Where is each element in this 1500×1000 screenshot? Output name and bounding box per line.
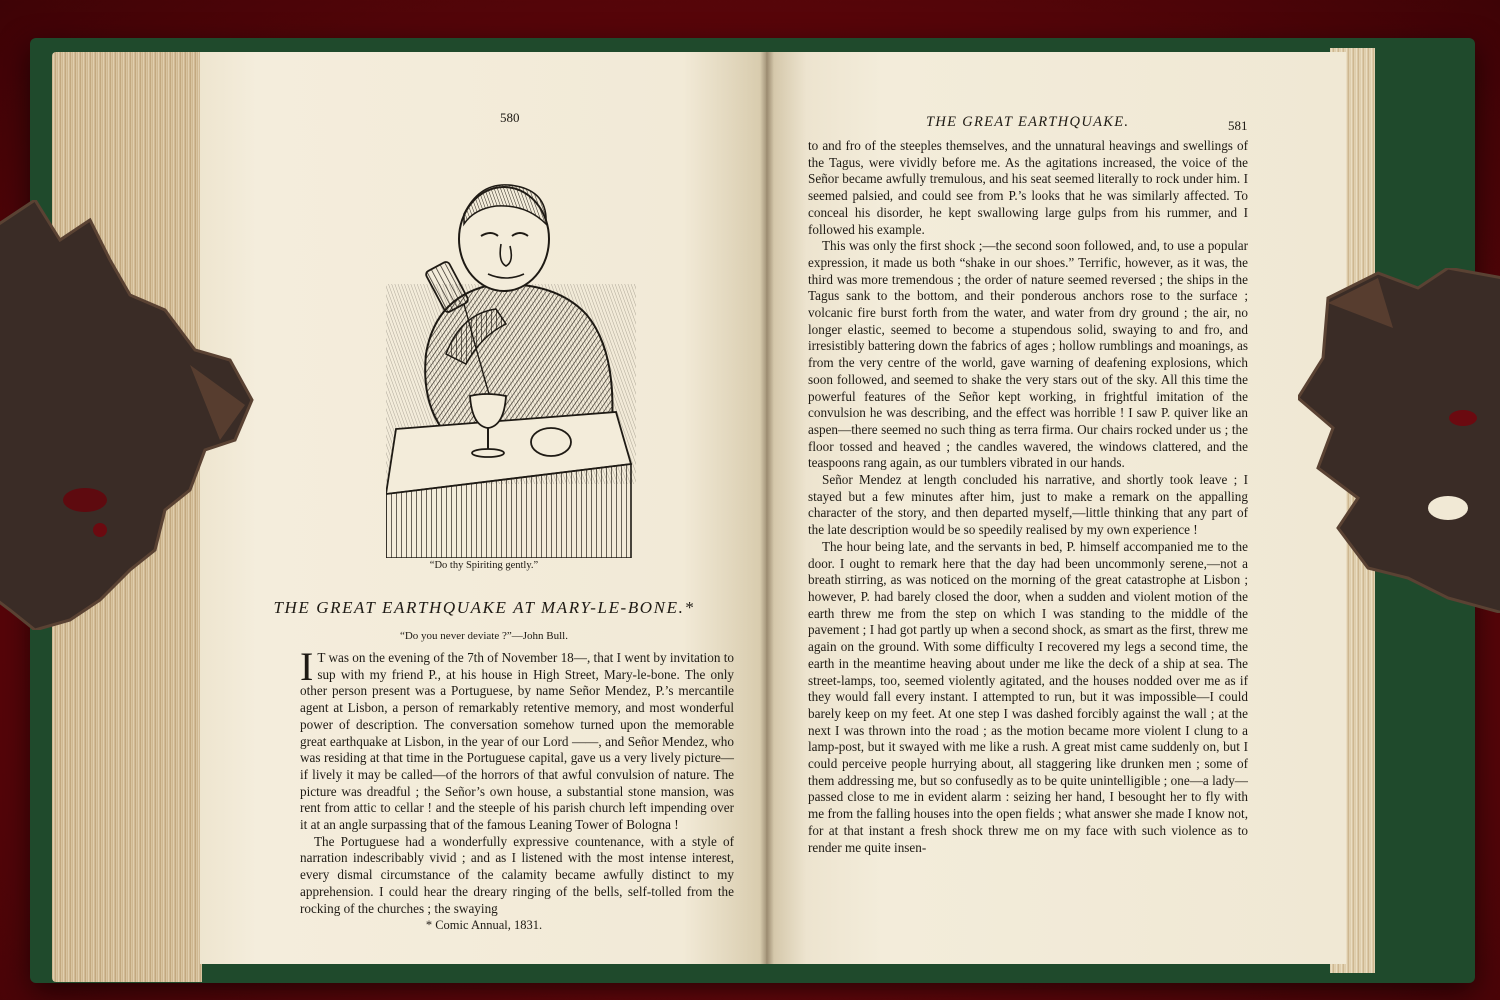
left-page	[200, 52, 768, 964]
engraving-illustration	[386, 164, 636, 558]
paragraph	[300, 644, 734, 834]
ornate-metal-bookmark-icon	[1298, 268, 1500, 613]
paragraph: The hour being late, and the servants in bed, P. himself accompanied me to the door. I ought to remark here that the day had been uncommonly serene,—not a breath stirring, as was noticed on the morning of the great catastrophe at Lisbon ; however, P. had barely closed the door, when a sudden and violent motion of the earth threw me from the step on which I was standing to the middle of the pavement ; I had got partly up when a second shock, as smart as the first, threw me again on the ground. With some difficulty I recovered my legs a second time, the earth in the meantime heaving about under me like the deck of a ship at sea. The street-lamps, too, seemed violently agitated, and the houses nodded over me as if they would fall every instant. I attempted to run, but it was impossible—I could barely keep on my feet. At one step I was dashed forcibly against the wall ; at the next I was thrown into the road ; as the motion became more violent I clung to a lamp-post, but it swayed with me like a rush. A great mist came suddenly on, but I could perceive people hurrying about, all staggering like drunken men ; some of them addressing me, but so confusedly as to be quite unintelligible ; one—a lady—passed close to me in evident alarm : seizing her hand, I besought her to fly with me from the falling houses into the open fields ; what answer she made I know not, for at that instant a fresh shock threw me on my face with such violence as to render me quite insen-	[808, 538, 1248, 855]
paragraph: to and fro of the steeples themselves, and the unnatural heavings and swellings of the Tagus, were vividly before me. As the agitations increased, the voice of the Señor became awfully tremulous, and his seat seemed literally to rock under him. I seemed palsied, and could see from P.’s looks that he was similarly affected. To conceal his disorder, he kept swallowing large gulps from his rummer, and I followed his example.	[808, 138, 1248, 237]
page-number: 580	[500, 110, 520, 125]
right-page	[766, 52, 1346, 964]
drop-cap: I	[300, 644, 314, 689]
right-body-text	[808, 138, 1248, 856]
epigraph: “Do you never deviate ?”—John Bull.	[399, 630, 568, 642]
book-gutter	[760, 52, 774, 964]
illustration-caption: “Do thy Spiriting gently.”	[429, 560, 539, 571]
paragraph: Señor Mendez at length concluded his narrative, and shortly took leave ; I stayed but a few minutes after him, just to make a remark on the appalling character of the story, and then departed myself,—little thinking that any part of the late description would be so speedily realised by my own experience !	[808, 472, 1248, 538]
paragraph: The Portuguese had a wonderfully expressive countenance, with a style of narration indescribably vivid ; and as I listened with the most intense interest, every dismal circumstance of the calamity became awfully distinct to my apprehension. I could hear the dreary ringing of the bells, self-tolled from the rocking of the churches ; the swaying	[300, 833, 734, 916]
running-head: THE GREAT EARTHQUAKE.	[926, 114, 1130, 130]
footnote: * Comic Annual, 1831.	[425, 918, 543, 932]
page-number: 581	[1228, 118, 1248, 133]
ornate-metal-bookmark-icon	[0, 200, 255, 630]
article-title: THE GREAT EARTHQUAKE AT MARY-LE-BONE.*	[273, 598, 695, 617]
paragraph-text: T was on the evening of the 7th of November 18—, that I went by invitation to sup with my friend P., at his house in High Street, Mary-le-bone. The only other person present was a Portuguese, by name Señor Mendez, P.’s mercantile agent at Lisbon, a person of remarkably retentive memory, and most wonderful power of description. The conversation somehow turned upon the memorable great earthquake at Lisbon, in the year of our Lord ——, and Señor Mendez, who was residing at that time in the Portuguese capital, gave us a very lively picture—if lively it may be called—of the horrors of that awful convulsion of nature. The picture was dreadful ; the Señor’s own house, a substantial stone mansion, was rent from attic to cellar ! and the steeple of his parish church left impending over it at an angle surpassing that of the famous Leaning Tower of Bologna !	[300, 650, 734, 833]
left-body-text	[300, 644, 734, 917]
paragraph: This was only the first shock ;—the second soon followed, and, to use a popular expression, it made us both “shake in our shoes.” Terrific, however, as it was, the third was more tremendous ; the order of nature seemed reversed ; the ships in the Tagus sank to the bottom, and their ponderous anchors rose to the surface ; volcanic fire burst forth from the water, and water from dry ground ; the air, no longer elastic, seemed to become a stupendous solid, swaying to and fro, and irresistibly battering down the fabrics of ages ; hollow rumblings and moanings, as from the very centre of the world, gave warning of deafening explosions, which soon followed, and seemed to shake the very stars out of the sky. All this time the powerful features of the Señor kept working, in frightful imitation of the convulsion he was describing, and the effect was horrible ! I saw P. quiver like an aspen—there seemed no such thing as terra firma. Our chairs rocked under us ; the floor tossed and heaved ; the candles wavered, the windows clattered, and the teaspoons rang again, as our tumblers vibrated in our hands.	[808, 238, 1248, 471]
